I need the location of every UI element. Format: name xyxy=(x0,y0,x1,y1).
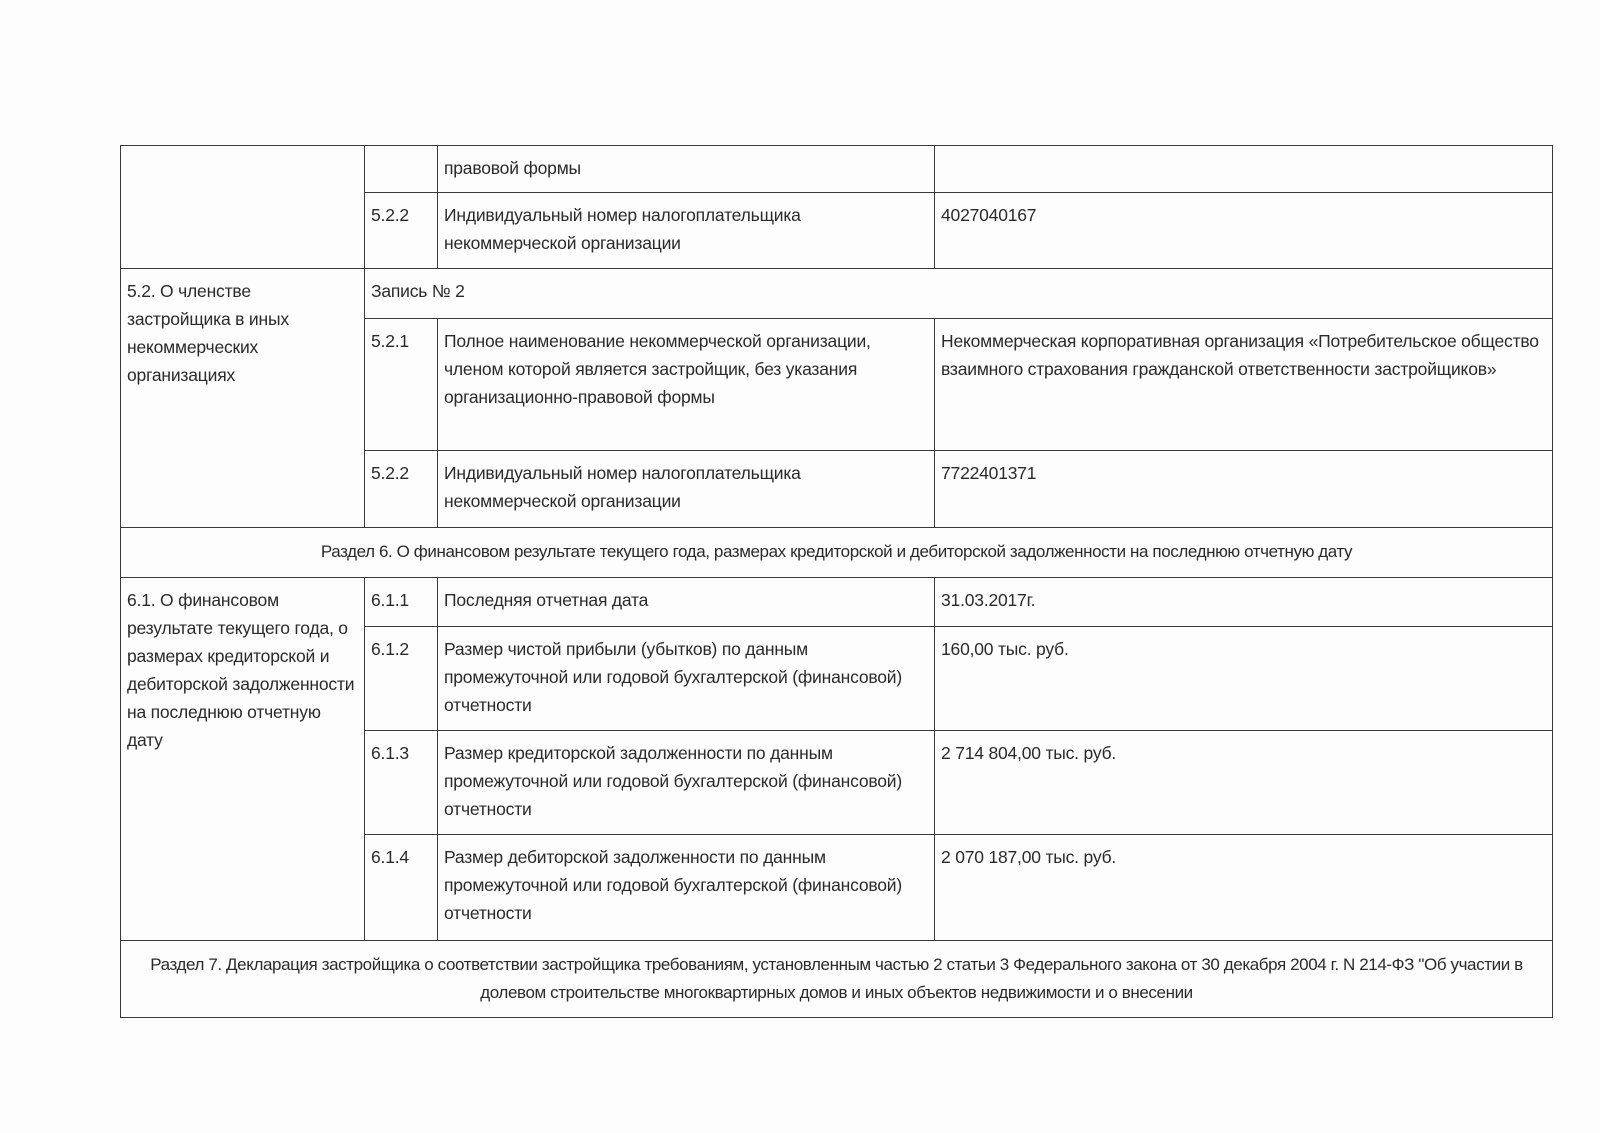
table-row xyxy=(121,941,1553,1018)
name-cell: Полное наименование некоммерческой организации, членом которой является застройщик, без указания организационно-правовой формы xyxy=(438,319,935,451)
value-cell xyxy=(935,146,1553,193)
value-cell: 31.03.2017г. xyxy=(935,578,1553,627)
code-cell xyxy=(365,146,438,193)
code-cell: 6.1.1 xyxy=(365,578,438,627)
declaration-table xyxy=(120,145,1553,1018)
name-cell: Размер дебиторской задолженности по данным промежуточной или годовой бухгалтерской (финансовой) отчетности xyxy=(438,835,935,941)
section-7-heading: Раздел 7. Декларация застройщика о соответствии застройщика требованиям, установленным частью 2 статьи 3 Федерального закона от 30 декабря 2004 г. N 214-ФЗ "Об участии в долевом строительстве многоквартирных домов и иных объектов недвижимости и о внесении xyxy=(121,941,1553,1018)
value-cell: 2 070 187,00 тыс. руб. xyxy=(935,835,1553,941)
code-cell: 5.2.1 xyxy=(365,319,438,451)
name-cell: Последняя отчетная дата xyxy=(438,578,935,627)
code-cell: 5.2.2 xyxy=(365,451,438,528)
section-label-cell xyxy=(121,146,365,269)
value-cell: Некоммерческая корпоративная организация «Потребительское общество взаимного страхования гражданской ответственности застройщиков» xyxy=(935,319,1553,451)
name-cell: Размер чистой прибыли (убытков) по данным промежуточной или годовой бухгалтерской (финансовой) отчетности xyxy=(438,627,935,731)
table-row xyxy=(121,528,1553,578)
value-cell: 4027040167 xyxy=(935,193,1553,269)
name-cell: Индивидуальный номер налогоплательщика некоммерческой организации xyxy=(438,193,935,269)
table-row xyxy=(121,146,1553,193)
table-row xyxy=(121,269,1553,319)
value-cell: 7722401371 xyxy=(935,451,1553,528)
code-cell: 5.2.2 xyxy=(365,193,438,269)
record-heading: Запись № 2 xyxy=(365,269,1553,319)
section-label-cell: 5.2. О членстве застройщика в иных некоммерческих организациях xyxy=(121,269,365,528)
section-6-heading: Раздел 6. О финансовом результате текущего года, размерах кредиторской и дебиторской задолженности на последнюю отчетную дату xyxy=(121,528,1553,578)
code-cell: 6.1.3 xyxy=(365,731,438,835)
name-cell: правовой формы xyxy=(438,146,935,193)
name-cell: Размер кредиторской задолженности по данным промежуточной или годовой бухгалтерской (финансовой) отчетности xyxy=(438,731,935,835)
value-cell: 2 714 804,00 тыс. руб. xyxy=(935,731,1553,835)
table-row xyxy=(121,578,1553,627)
name-cell: Индивидуальный номер налогоплательщика некоммерческой организации xyxy=(438,451,935,528)
value-cell: 160,00 тыс. руб. xyxy=(935,627,1553,731)
section-label-cell: 6.1. О финансовом результате текущего года, о размерах кредиторской и дебиторской задолженности на последнюю отчетную дату xyxy=(121,578,365,941)
code-cell: 6.1.2 xyxy=(365,627,438,731)
code-cell: 6.1.4 xyxy=(365,835,438,941)
